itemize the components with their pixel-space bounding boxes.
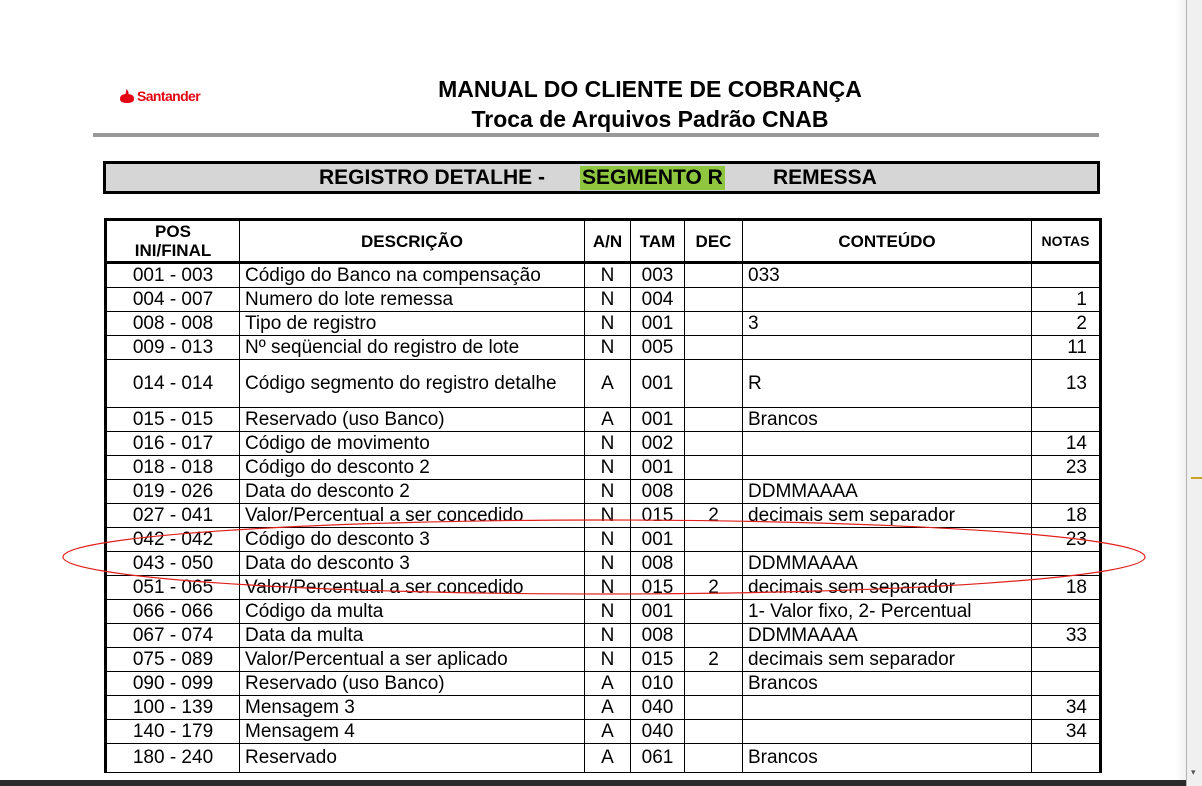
cell-dec [685, 720, 743, 744]
cell-an: A [585, 360, 631, 408]
table-row [106, 528, 1101, 552]
cell-dec [685, 672, 743, 696]
cell-conteudo: decimais sem separador [743, 576, 1032, 600]
cell-notas: 2 [1032, 312, 1101, 336]
cell-conteudo: 3 [743, 312, 1032, 336]
santander-logo [119, 86, 200, 106]
cell-pos: 075 - 089 [106, 648, 240, 672]
table-row [106, 263, 1101, 288]
flame-icon [119, 89, 135, 103]
cell-an: N [585, 504, 631, 528]
cell-notas [1032, 408, 1101, 432]
cell-notas: 23 [1032, 528, 1101, 552]
col-header-dec: DEC [685, 220, 743, 263]
pos-header-line1: POS [155, 222, 191, 241]
cell-tam: 001 [631, 600, 685, 624]
cell-pos: 004 - 007 [106, 288, 240, 312]
cell-an: N [585, 456, 631, 480]
cell-pos: 140 - 179 [106, 720, 240, 744]
cell-desc: Data da multa [240, 624, 585, 648]
cell-an: N [585, 624, 631, 648]
col-header-tam: TAM [631, 220, 685, 263]
cell-notas: 18 [1032, 576, 1101, 600]
cell-dec [685, 744, 743, 773]
cell-dec [685, 336, 743, 360]
table-row [106, 288, 1101, 312]
cell-an: N [585, 288, 631, 312]
cell-conteudo: DDMMAAAA [743, 480, 1032, 504]
cell-an: N [585, 648, 631, 672]
cell-an: A [585, 672, 631, 696]
table-row [106, 552, 1101, 576]
cell-tam: 015 [631, 504, 685, 528]
cell-conteudo: R [743, 360, 1032, 408]
cell-pos: 014 - 014 [106, 360, 240, 408]
cell-tam: 003 [631, 263, 685, 288]
cell-tam: 040 [631, 696, 685, 720]
table-row [106, 672, 1101, 696]
cell-conteudo [743, 528, 1032, 552]
cell-desc: Código do desconto 3 [240, 528, 585, 552]
cell-tam: 061 [631, 744, 685, 773]
cell-pos: 067 - 074 [106, 624, 240, 648]
table-row [106, 720, 1101, 744]
cell-conteudo [743, 696, 1032, 720]
cell-tam: 004 [631, 288, 685, 312]
cell-desc: Numero do lote remessa [240, 288, 585, 312]
table-row [106, 480, 1101, 504]
cell-conteudo: decimais sem separador [743, 504, 1032, 528]
cell-dec [685, 360, 743, 408]
cell-notas [1032, 480, 1101, 504]
cell-tam: 001 [631, 312, 685, 336]
cell-notas: 34 [1032, 720, 1101, 744]
cell-pos: 015 - 015 [106, 408, 240, 432]
cell-desc: Mensagem 3 [240, 696, 585, 720]
cell-pos: 001 - 003 [106, 263, 240, 288]
cell-desc: Mensagem 4 [240, 720, 585, 744]
cell-an: N [585, 600, 631, 624]
cell-conteudo: Brancos [743, 672, 1032, 696]
cell-dec [685, 696, 743, 720]
cell-pos: 008 - 008 [106, 312, 240, 336]
table-row [106, 624, 1101, 648]
cell-desc: Código do Banco na compensação [240, 263, 585, 288]
cell-pos: 090 - 099 [106, 672, 240, 696]
cell-conteudo: 033 [743, 263, 1032, 288]
cell-dec [685, 480, 743, 504]
cell-tam: 008 [631, 552, 685, 576]
col-header-conteudo: CONTEÚDO [743, 220, 1032, 263]
cell-notas: 11 [1032, 336, 1101, 360]
cell-desc: Reservado [240, 744, 585, 773]
cell-notas [1032, 648, 1101, 672]
cell-pos: 019 - 026 [106, 480, 240, 504]
table-row [106, 456, 1101, 480]
cell-desc: Código da multa [240, 600, 585, 624]
cell-dec [685, 552, 743, 576]
cell-an: N [585, 528, 631, 552]
cell-notas [1032, 672, 1101, 696]
cell-desc: Tipo de registro [240, 312, 585, 336]
cell-an: N [585, 312, 631, 336]
cell-an: N [585, 480, 631, 504]
cell-tam: 015 [631, 648, 685, 672]
cell-tam: 010 [631, 672, 685, 696]
cell-an: A [585, 744, 631, 773]
cell-notas: 14 [1032, 432, 1101, 456]
cell-conteudo: DDMMAAAA [743, 624, 1032, 648]
cell-an: A [585, 408, 631, 432]
cell-an: N [585, 576, 631, 600]
banner-prefix: REGISTRO DETALHE - [319, 166, 545, 189]
cell-notas [1032, 600, 1101, 624]
cell-notas: 34 [1032, 696, 1101, 720]
table-row [106, 576, 1101, 600]
table-row [106, 648, 1101, 672]
viewer-bottom-bar [0, 780, 1186, 786]
cell-desc: Valor/Percentual a ser concedido [240, 504, 585, 528]
table-row [106, 432, 1101, 456]
cell-dec: 2 [685, 648, 743, 672]
cell-pos: 016 - 017 [106, 432, 240, 456]
cell-desc: Código do desconto 2 [240, 456, 585, 480]
scroll-down-arrow-icon[interactable]: ▾ [1191, 767, 1196, 777]
cell-tam: 001 [631, 408, 685, 432]
cell-tam: 008 [631, 624, 685, 648]
cell-notas: 23 [1032, 456, 1101, 480]
logo-text: Santander [137, 88, 201, 104]
cell-conteudo: decimais sem separador [743, 648, 1032, 672]
table-row [106, 600, 1101, 624]
table-row [106, 744, 1101, 773]
cell-dec [685, 600, 743, 624]
viewer-scrollbar[interactable] [1186, 0, 1202, 786]
cell-an: A [585, 696, 631, 720]
cell-an: N [585, 336, 631, 360]
page-shadow [1175, 0, 1187, 786]
cell-conteudo: DDMMAAAA [743, 552, 1032, 576]
cell-notas: 1 [1032, 288, 1101, 312]
cell-dec [685, 408, 743, 432]
cell-pos: 009 - 013 [106, 336, 240, 360]
cell-conteudo [743, 456, 1032, 480]
cell-dec [685, 432, 743, 456]
cell-tam: 005 [631, 336, 685, 360]
col-header-an: A/N [585, 220, 631, 263]
cell-tam: 001 [631, 360, 685, 408]
cell-dec [685, 624, 743, 648]
table-header-row [106, 220, 1101, 263]
pos-header-line2: INI/FINAL [134, 241, 212, 260]
cell-notas [1032, 744, 1101, 773]
banner-highlight: SEGMENTO R [582, 166, 723, 189]
table-row [106, 312, 1101, 336]
table-row [106, 696, 1101, 720]
cell-desc: Data do desconto 2 [240, 480, 585, 504]
cell-tam: 008 [631, 480, 685, 504]
table-row [106, 360, 1101, 408]
cell-an: A [585, 720, 631, 744]
cell-desc: Reservado (uso Banco) [240, 408, 585, 432]
banner-suffix: REMESSA [773, 166, 877, 189]
cell-pos: 100 - 139 [106, 696, 240, 720]
cell-dec [685, 312, 743, 336]
cell-pos: 018 - 018 [106, 456, 240, 480]
cell-desc: Reservado (uso Banco) [240, 672, 585, 696]
cell-desc: Valor/Percentual a ser concedido [240, 576, 585, 600]
section-banner [103, 161, 1100, 194]
cell-desc: Data do desconto 3 [240, 552, 585, 576]
cell-pos: 027 - 041 [106, 504, 240, 528]
cell-desc: Nº seqüencial do registro de lote [240, 336, 585, 360]
cell-tam: 001 [631, 456, 685, 480]
cell-conteudo: Brancos [743, 408, 1032, 432]
cell-desc: Código de movimento [240, 432, 585, 456]
cell-desc: Código segmento do registro detalhe [240, 360, 585, 408]
cell-an: N [585, 263, 631, 288]
cell-conteudo: Brancos [743, 744, 1032, 773]
col-header-notas: NOTAS [1032, 220, 1101, 263]
cell-dec: 2 [685, 576, 743, 600]
cell-conteudo [743, 336, 1032, 360]
cell-pos: 042 - 042 [106, 528, 240, 552]
cell-dec: 2 [685, 504, 743, 528]
cell-tam: 001 [631, 528, 685, 552]
header-divider [93, 133, 1099, 137]
cell-notas [1032, 552, 1101, 576]
cell-tam: 015 [631, 576, 685, 600]
cell-pos: 043 - 050 [106, 552, 240, 576]
cell-dec [685, 456, 743, 480]
document-title: MANUAL DO CLIENTE DE COBRANÇA [438, 76, 862, 102]
cell-conteudo: 1- Valor fixo, 2- Percentual [743, 600, 1032, 624]
cell-dec [685, 263, 743, 288]
cell-dec [685, 528, 743, 552]
table-row [106, 336, 1101, 360]
document-subtitle: Troca de Arquivos Padrão CNAB [471, 106, 829, 132]
cell-dec [685, 288, 743, 312]
cell-conteudo [743, 432, 1032, 456]
cell-notas: 13 [1032, 360, 1101, 408]
segment-r-table [104, 218, 1102, 773]
cell-desc: Valor/Percentual a ser aplicado [240, 648, 585, 672]
cell-an: N [585, 552, 631, 576]
cell-pos: 066 - 066 [106, 600, 240, 624]
cell-conteudo [743, 720, 1032, 744]
cell-notas: 33 [1032, 624, 1101, 648]
col-header-pos [106, 220, 240, 263]
cell-an: N [585, 432, 631, 456]
col-header-descricao: DESCRIÇÃO [240, 220, 585, 263]
cell-notas: 18 [1032, 504, 1101, 528]
cell-tam: 002 [631, 432, 685, 456]
scroll-marker [1191, 477, 1202, 479]
table-row [106, 408, 1101, 432]
cell-pos: 180 - 240 [106, 744, 240, 773]
cell-notas [1032, 263, 1101, 288]
table-row [106, 504, 1101, 528]
cell-conteudo [743, 288, 1032, 312]
cell-tam: 040 [631, 720, 685, 744]
cell-pos: 051 - 065 [106, 576, 240, 600]
